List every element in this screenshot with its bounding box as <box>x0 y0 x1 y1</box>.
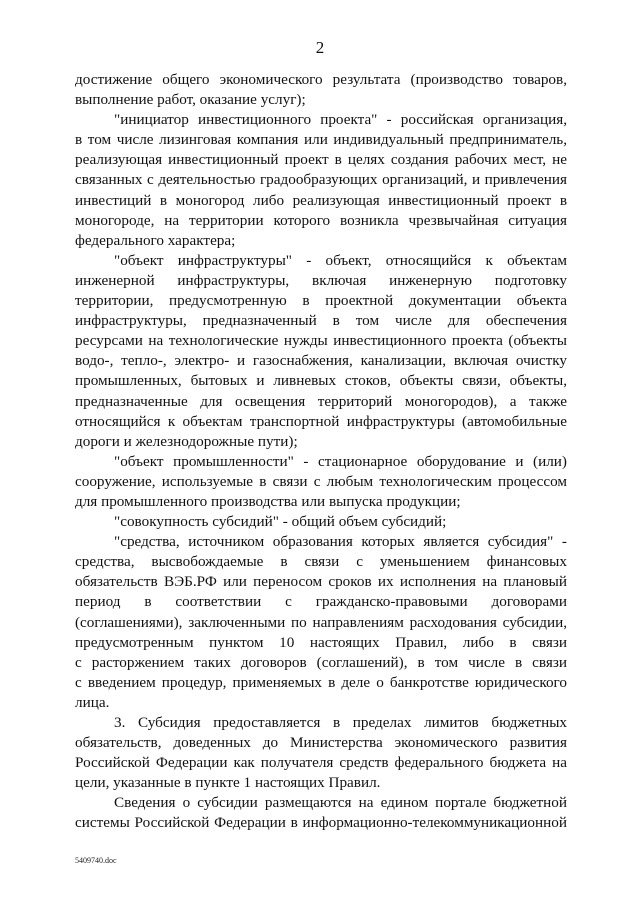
text-line: относящийся к объектам транспортной инфраструктуры (автомобильные <box>75 412 567 430</box>
text-line: "объект инфраструктуры" - объект, относящийся к объектам <box>114 251 567 269</box>
text-line: территории, предусмотренную в проектной документации объекта <box>75 292 567 310</box>
text-line: (соглашениями), заключенными по направлениям расходования субсидии, <box>75 613 567 631</box>
text-line: предназначенные для освещения территорий моногородов), а также <box>75 392 567 410</box>
text-line: инженерной инфраструктуры, включая инженерную подготовку <box>75 271 567 289</box>
page-number: 2 <box>315 38 325 57</box>
text-line: инфраструктуры, предназначенный в том числе для обеспечения <box>75 312 567 330</box>
text-line: Сведения о субсидии размещаются на едином портале бюджетной <box>114 794 567 812</box>
text-line: 3. Субсидия предоставляется в пределах лимитов бюджетных <box>114 714 567 731</box>
text-line: дороги и железнодорожные пути); <box>75 432 298 450</box>
text-line: моногороде, на территории которого возникла чрезвычайная ситуация <box>75 211 567 229</box>
text-line: обязательств, доведенных до Министерства экономического развития <box>75 734 567 752</box>
text-line: связанных с деятельностью градообразующих организаций, и привлечения <box>75 171 567 189</box>
text-line: "инициатор инвестиционного проекта" - российская организация, <box>114 111 567 129</box>
text-line: промышленных, бытовых и ливневых стоков, объекты связи, объекты, <box>75 372 567 390</box>
text-line: предусмотренным пунктом 10 настоящих Правил, либо в связи <box>75 633 567 651</box>
text-line: Российской Федерации как получателя средств федерального бюджета на <box>75 754 567 772</box>
text-line: федерального характера; <box>75 231 236 249</box>
document-body <box>75 70 567 834</box>
text-line: "объект промышленности" - стационарное оборудование и (или) <box>114 452 567 470</box>
text-line: с расторжением таких договоров (соглашений), в том числе в связи <box>75 653 567 671</box>
text-line: в том числе лизинговая компания или индивидуальный предприниматель, <box>75 131 567 149</box>
text-line: цели, указанные в пункте 1 настоящих Правил. <box>75 774 381 792</box>
text-line: сооружение, используемые в связи с любым технологическим процессом <box>75 472 567 490</box>
text-line: лица. <box>75 693 110 711</box>
text-line: "средства, источником образования которых является субсидия" - <box>114 533 567 551</box>
text-line: "совокупность субсидий" - общий объем субсидий; <box>114 513 447 531</box>
text-line: водо-, тепло-, электро- и газоснабжения, канализации, включая очистку <box>75 352 567 370</box>
text-line: системы Российской Федерации в информационно-телекоммуникационной <box>75 814 567 832</box>
text-line: средства, высвобождаемые в связи с уменьшением финансовых <box>75 553 567 571</box>
file-name-footer: 5409740.doc <box>75 856 117 865</box>
text-line: инвестиций в моногород либо реализующая инвестиционный проект в <box>75 191 567 209</box>
text-line: период в соответствии с гражданско-правовыми договорами <box>75 593 567 611</box>
text-line: реализующая инвестиционный проект в целях создания рабочих мест, не <box>75 151 567 169</box>
text-line: обязательств ВЭБ.РФ или переносом сроков их исполнения на плановый <box>75 573 567 591</box>
text-line: с введением процедур, применяемых в деле о банкротстве юридического <box>75 673 567 691</box>
text-line: для промышленного производства или выпуска продукции; <box>75 492 461 510</box>
text-line: выполнение работ, оказание услуг); <box>75 91 306 109</box>
text-line: достижение общего экономического результата (производство товаров, <box>75 71 567 88</box>
text-line: ресурсами на технологические нужды инвестиционного проекта (объекты <box>75 332 567 350</box>
